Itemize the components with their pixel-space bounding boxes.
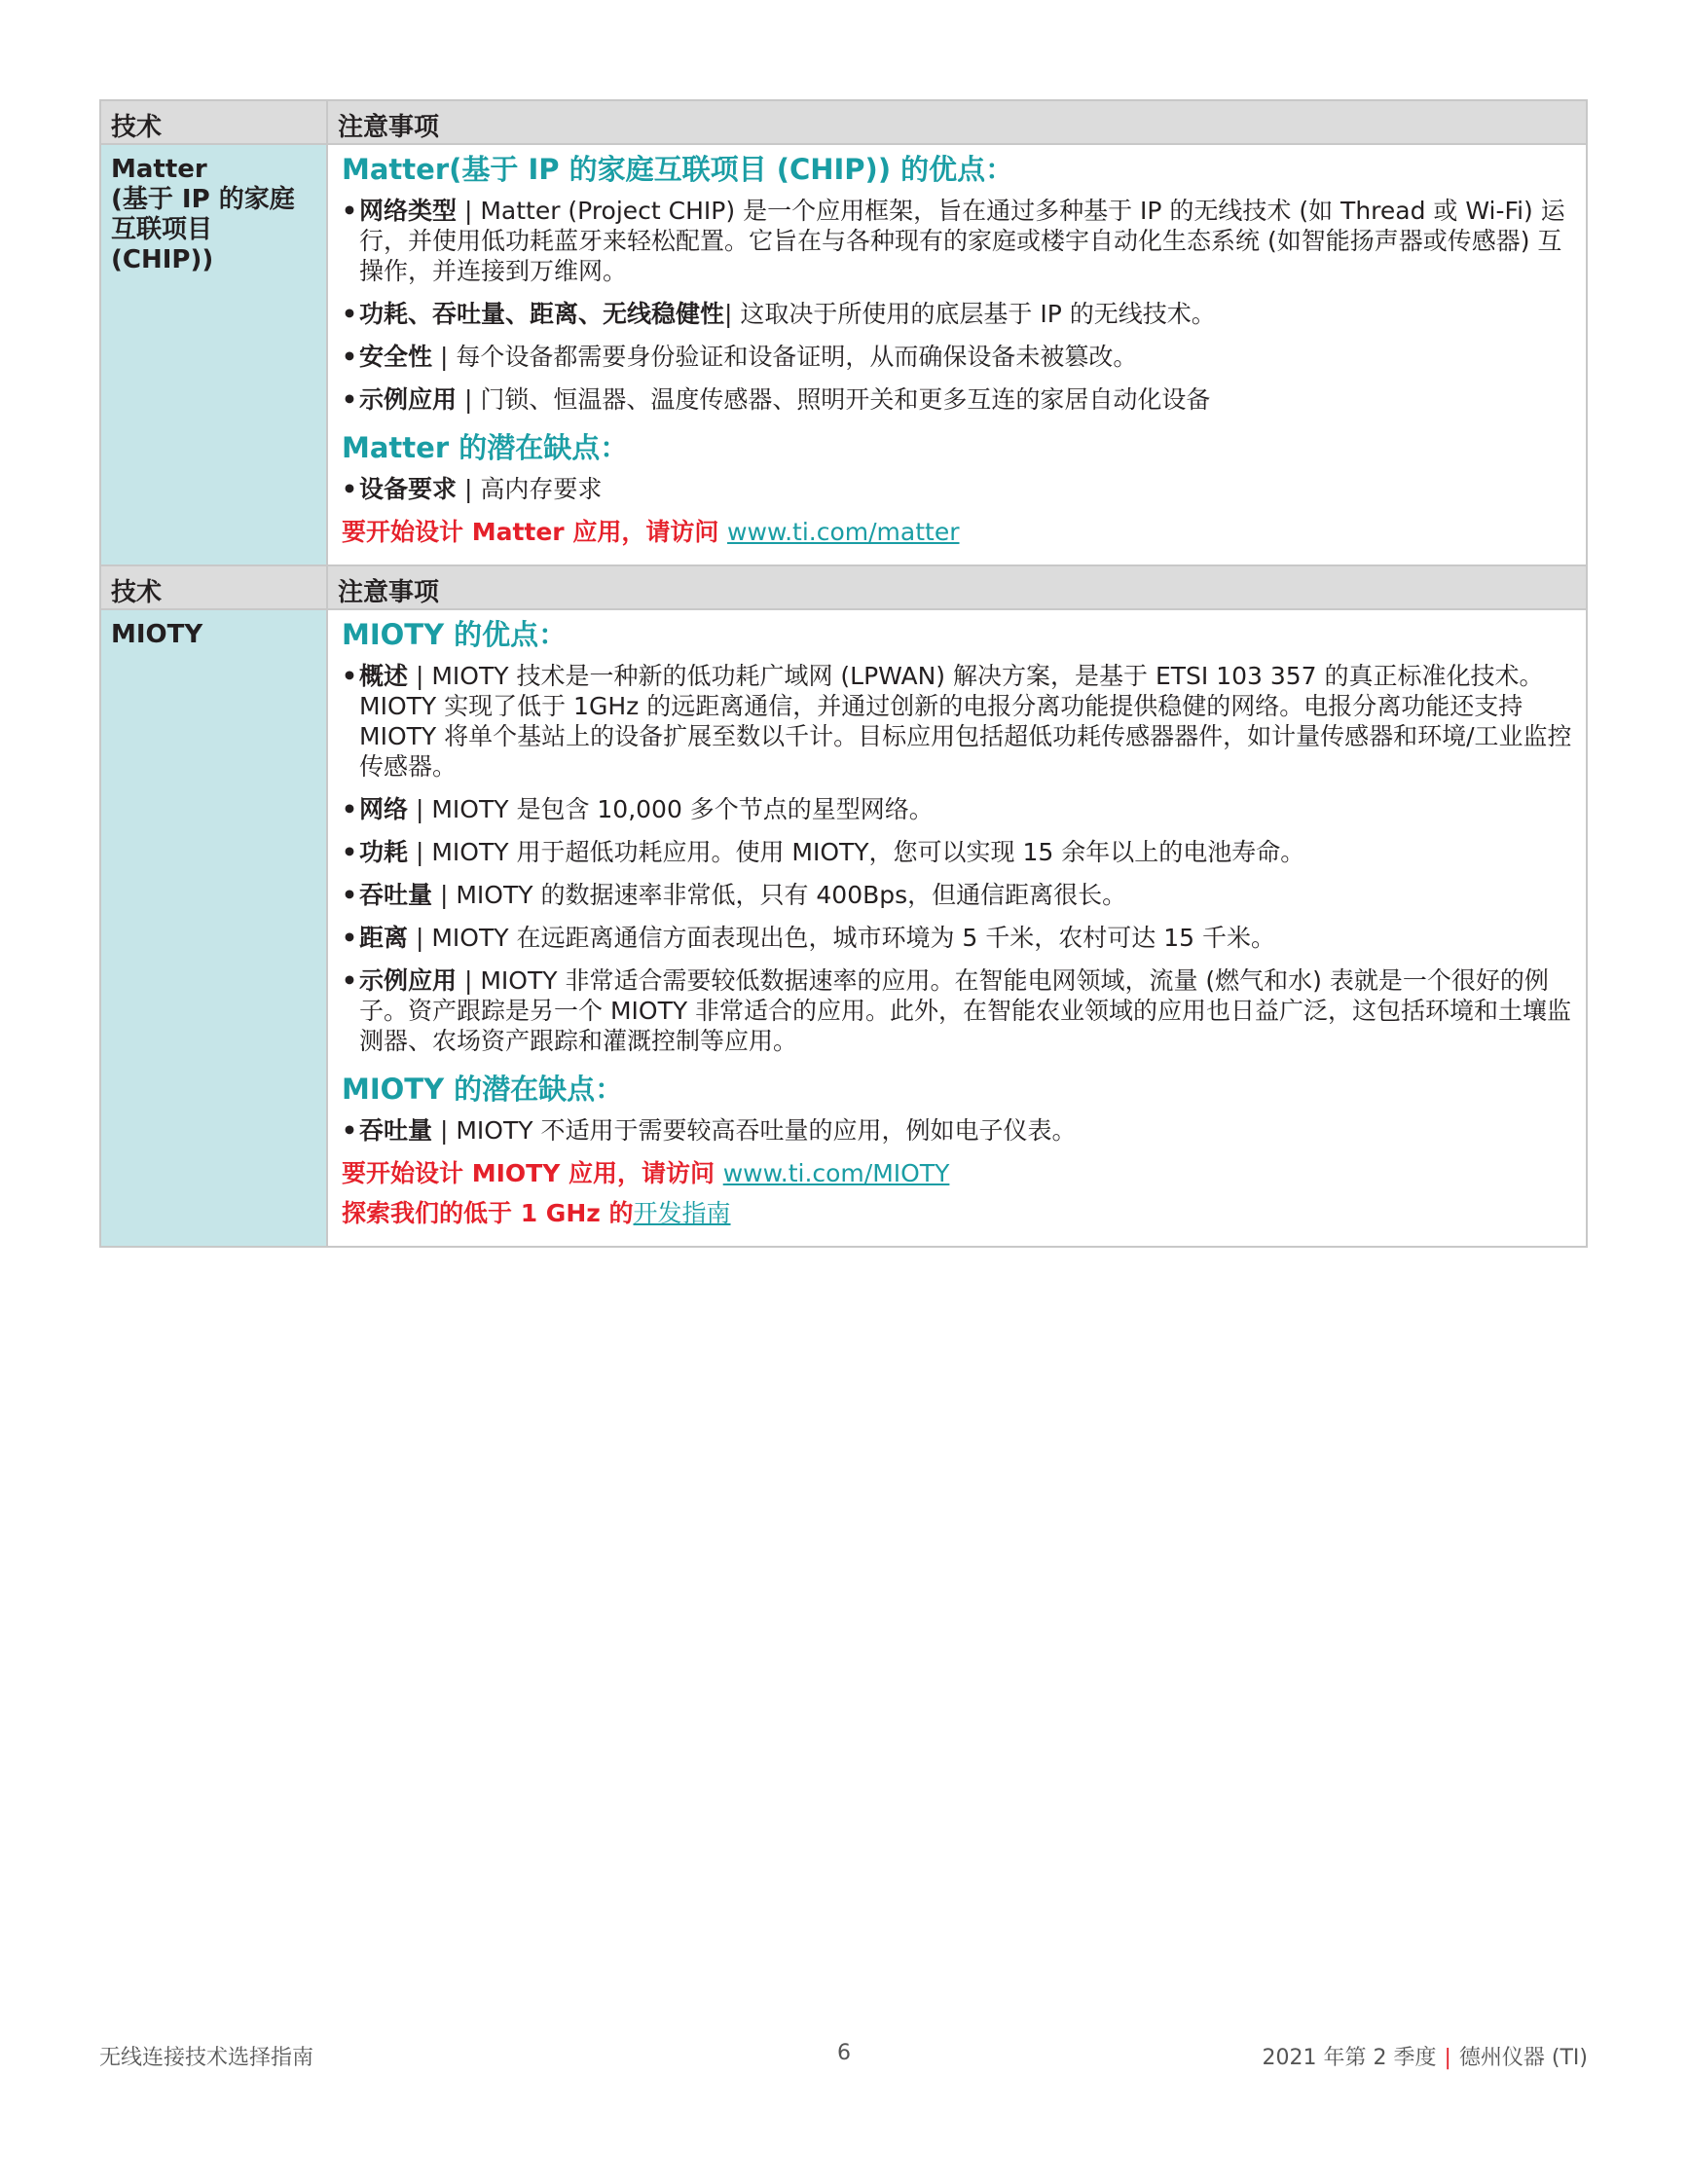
table-header-row [100,565,1587,609]
bullet-text: | 这取决于所使用的底层基于 IP 的无线技术。 [724,300,1216,328]
matter-pros-title: Matter(基于 IP 的家庭互联项目 (CHIP)) 的优点： [342,153,1014,186]
bullet-text: | MIOTY 的数据速率非常低，只有 400Bps，但通信距离很长。 [432,881,1127,909]
header-notes-cell [327,565,1587,609]
notes-cell-mioty [327,609,1587,1247]
technology-table [99,99,1588,1248]
list-item [342,196,1574,286]
tech-cell-matter [100,144,327,565]
list-item [342,965,1574,1056]
bullet-text: | MIOTY 是包含 10,000 多个节点的星型网络。 [408,795,934,823]
bullet-label: 功耗、吞吐量、距离、无线稳健性 [359,300,725,328]
header-notes-label: 注意事项 [338,578,440,607]
matter-cons-title: Matter 的潜在缺点： [342,431,629,464]
footer-right [1263,2041,1588,2071]
table-row-mioty [100,609,1587,1247]
bullet-text: | MIOTY 不适用于需要较高吞吐量的应用，例如电子仪表。 [432,1116,1077,1145]
matter-cta [342,517,1574,547]
bullet-label: 概述 [359,662,409,690]
bullet-label: 示例应用 [359,966,458,995]
bullet-text: | MIOTY 非常适合需要较低数据速率的应用。在智能电网领域，流量 (燃气和水) 表就是一个很好的例子。资产跟踪是另一个 MIOTY 非常适合的应用。此外，在智能农业领域的应用也日益广泛，这包括环境和土壤监测器、农场资产跟踪和灌溉控制等应用。 [359,966,1572,1055]
bullet-label: 吞吐量 [359,1116,433,1145]
table-header-row [100,100,1587,144]
header-notes-cell [327,100,1587,144]
header-tech-label: 技术 [111,113,163,142]
list-item [342,880,1574,910]
table-row-matter [100,144,1587,565]
footer-doc-title: 无线连接技术选择指南 [99,2046,314,2070]
bullet-label: 网络类型 [359,197,458,225]
dev-guide-cta-text: 探索我们的低于 1 GHz 的 [342,1199,634,1227]
bullet-label: 安全性 [359,343,433,371]
tech-cell-mioty [100,609,327,1247]
list-item [342,837,1574,867]
header-tech-cell [100,100,327,144]
list-item [342,299,1574,329]
footer-company: 德州仪器 (TI) [1458,2046,1588,2070]
list-item [342,1115,1574,1146]
bullet-label: 网络 [359,795,409,823]
bullet-text: | 每个设备都需要身份验证和设备证明，从而确保设备未被篡改。 [432,343,1138,371]
header-tech-label: 技术 [111,578,163,607]
mioty-cta [342,1158,1574,1188]
bullet-label: 功耗 [359,838,409,866]
bullet-text: | MIOTY 技术是一种新的低功耗广域网 (LPWAN) 解决方案，是基于 ETSI 103 357 的真正标准化技术。MIOTY 实现了低于 1GHz 的远距离通信，并通过创新的电报分离功能提供稳健的网络。电报分离功能还支持 MIOTY 将单个基站上的设备扩展至数以千计。目标应用包括超低功耗传感器器件，如计量传感器和环境/工业监控传感器。 [359,662,1572,781]
matter-link[interactable]: www.ti.com/matter [727,518,960,546]
list-item [342,794,1574,824]
notes-cell-matter [327,144,1587,565]
header-notes-label: 注意事项 [338,113,440,142]
list-item [342,342,1574,372]
bullet-text: | Matter (Project CHIP) 是一个应用框架，旨在通过多种基于 IP 的无线技术 (如 Thread 或 Wi-Fi) 运行，并使用低功耗蓝牙来轻松配置。它旨在与各种现有的家庭或楼宇自动化生态系统 (如智能扬声器或传感器) 互操作，并连接到万维网。 [359,197,1565,285]
matter-cta-text: 要开始设计 Matter 应用，请访问 [342,518,728,546]
mioty-cta-text: 要开始设计 MIOTY 应用，请访问 [342,1159,723,1187]
tech-name-matter: Matter (基于 IP 的家庭 互联项目 (CHIP)) [111,155,295,274]
dev-guide-cta [342,1198,1574,1228]
footer-page-number: 6 [837,2041,851,2065]
list-item [342,661,1574,782]
footer-date: 2021 年第 2 季度 [1262,2046,1437,2070]
bullet-label: 吞吐量 [359,881,433,909]
bullet-text: | 高内存要求 [457,475,603,503]
tech-name-mioty: MIOTY [111,620,203,649]
bullet-text: | MIOTY 在远距离通信方面表现出色，城市环境为 5 千米，农村可达 15 千米。 [408,924,1275,952]
mioty-pros-title: MIOTY 的优点： [342,618,568,651]
list-item [342,474,1574,504]
footer-separator: | [1444,2046,1451,2070]
header-tech-cell [100,565,327,609]
list-item [342,384,1574,415]
dev-guide-link[interactable]: 开发指南 [633,1199,731,1227]
bullet-label: 设备要求 [359,475,458,503]
bullet-label: 距离 [359,924,409,952]
bullet-text: | MIOTY 用于超低功耗应用。使用 MIOTY，您可以实现 15 余年以上的电池寿命。 [408,838,1305,866]
mioty-cons-title: MIOTY 的潜在缺点： [342,1073,624,1106]
bullet-label: 示例应用 [359,385,458,414]
list-item [342,923,1574,953]
mioty-link[interactable]: www.ti.com/MIOTY [722,1159,950,1187]
bullet-text: | 门锁、恒温器、温度传感器、照明开关和更多互连的家居自动化设备 [457,385,1211,414]
